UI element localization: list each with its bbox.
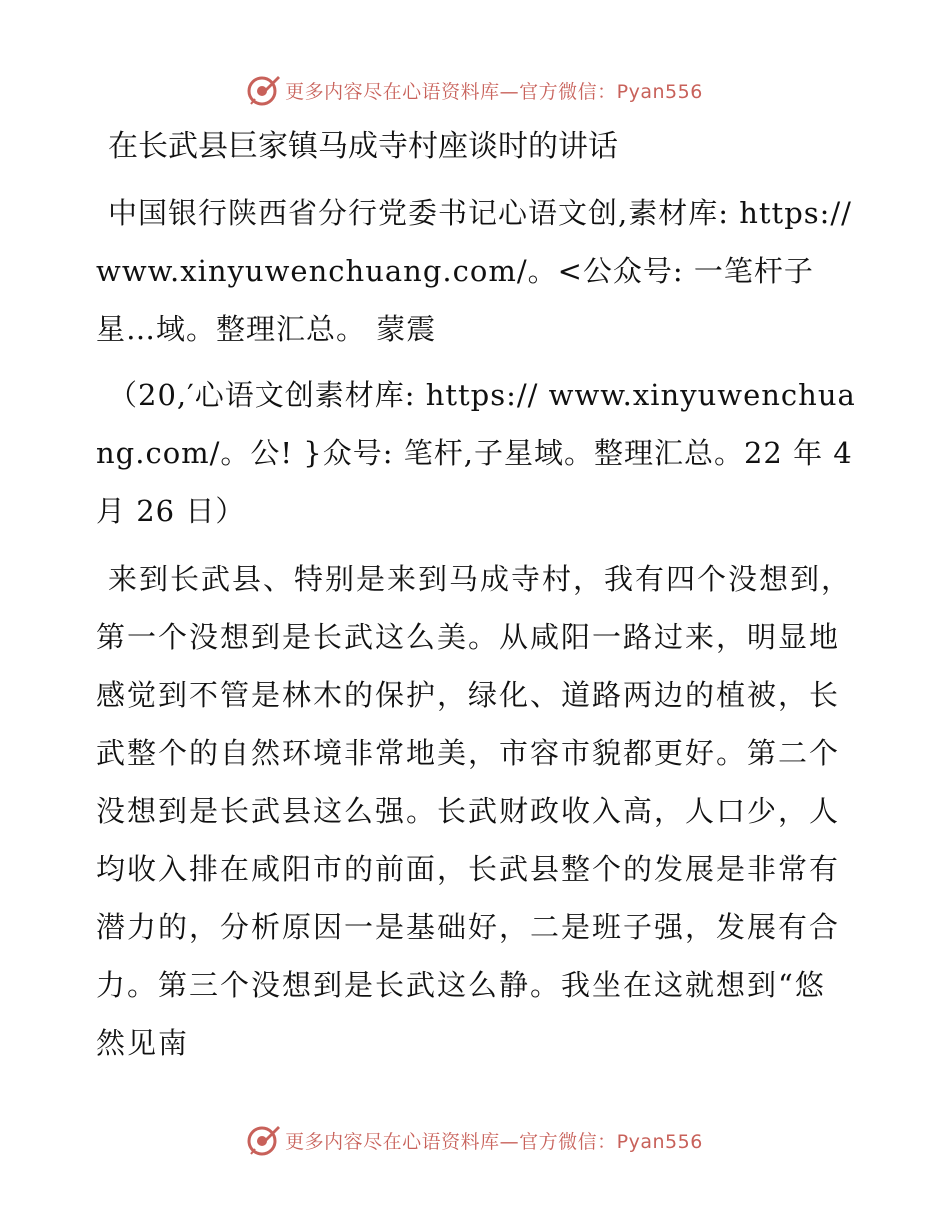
header-banner [0,70,950,110]
body-paragraph: 来到长武县、特别是来到马成寺村，我有四个没想到，第一个没想到是长武这么美。从咸阳一路过来，明显地感觉到不管是林木的保护，绿化、道路两边的植被，长武整个的自然环境非常地美，市容市貌都更好。第二个没想到是长武县这么强。长武财政收入高，人口少，人均收入排在咸阳市的前面，长武县整个的发展是非常有潜力的，分析原因一是基础好，二是班子强，发展有合力。第三个没想到是长武这么静。我坐在这就想到“悠然见南 [96,562,853,1060]
pen-logo-icon [247,1123,281,1157]
date-line: （20,′心语文创素材库: https:// www.xinyuwenchuang.com/。公! }众号: 笔杆,子星域。整理汇总。22 年 4 月 26 日） [96,378,856,528]
footer-banner-text: 更多内容尽在心语资料库—官方微信：Pyan556 [285,1130,703,1153]
header-banner-text: 更多内容尽在心语资料库—官方微信：Pyan556 [285,80,703,103]
document-title: 在长武县巨家镇马成寺村座谈时的讲话 [108,129,618,164]
pen-logo-icon [247,73,281,107]
document-body [96,118,856,1072]
author-line: 中国银行陕西省分行党委书记心语文创,素材库: https://www.xinyuwenchuang.com/。<公众号: 一笔杆子星…域。整理汇总。 蒙震 [96,196,852,346]
footer-banner [0,1120,950,1160]
